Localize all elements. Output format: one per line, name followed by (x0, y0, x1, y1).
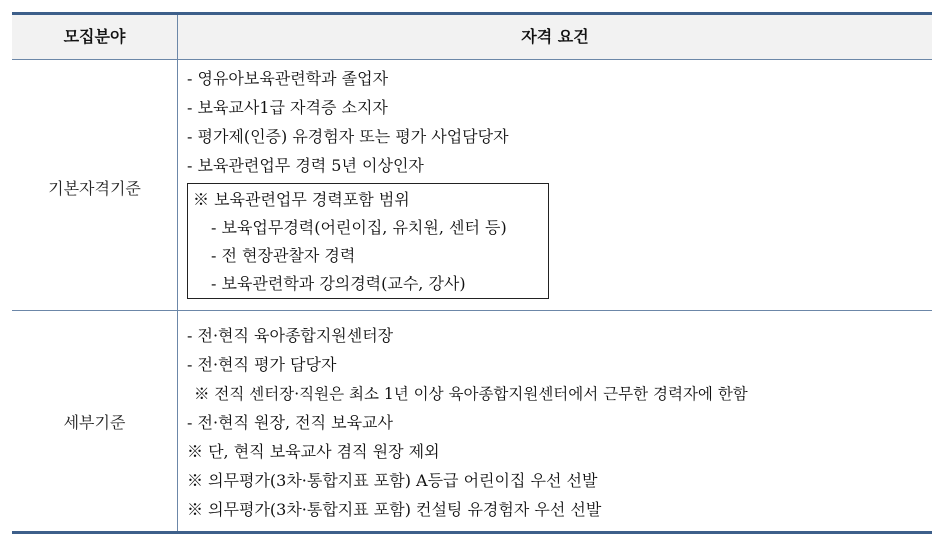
header-qualification: 자격 요건 (521, 27, 589, 46)
note-item: - 전 현장관찰자 경력 (211, 246, 356, 265)
detail-item: - 전·현직 평가 담당자 (187, 355, 337, 374)
note-title: ※ 보육관련업무 경력포함 범위 (193, 190, 410, 209)
basic-item: - 보육관련업무 경력 5년 이상인자 (187, 156, 424, 175)
experience-scope-note-box (187, 183, 549, 299)
basic-item: - 영유아보육관련학과 졸업자 (187, 69, 389, 88)
column-divider (177, 15, 178, 531)
header-recruit-field: 모집분야 (63, 27, 126, 46)
table-header-row (12, 15, 932, 59)
detail-note: ※ 단, 현직 보육교사 겸직 원장 제외 (187, 442, 440, 461)
basic-item: - 평가제(인증) 유경험자 또는 평가 사업담당자 (187, 127, 509, 146)
detail-item: - 전·현직 육아종합지원센터장 (187, 326, 394, 345)
detail-note: ※ 의무평가(3차·통합지표 포함) A등급 어린이집 우선 선발 (187, 471, 598, 490)
row-label-detail: 세부기준 (63, 413, 126, 432)
qualification-table (12, 12, 932, 534)
detail-note: ※ 전직 센터장·직원은 최소 1년 이상 육아종합지원센터에서 근무한 경력자에 한함 (194, 385, 748, 403)
detail-note: ※ 의무평가(3차·통합지표 포함) 컨설팅 유경험자 우선 선발 (187, 500, 602, 519)
row-label-basic: 기본자격기준 (48, 179, 141, 198)
row-divider (12, 310, 932, 311)
note-item: - 보육관련학과 강의경력(교수, 강사) (211, 274, 466, 293)
table-bottom-border (12, 531, 932, 534)
detail-item: - 전·현직 원장, 전직 보육교사 (187, 413, 393, 432)
basic-item: - 보육교사1급 자격증 소지자 (187, 98, 388, 117)
header-divider (12, 59, 932, 60)
note-item: - 보육업무경력(어린이집, 유치원, 센터 등) (211, 218, 507, 237)
